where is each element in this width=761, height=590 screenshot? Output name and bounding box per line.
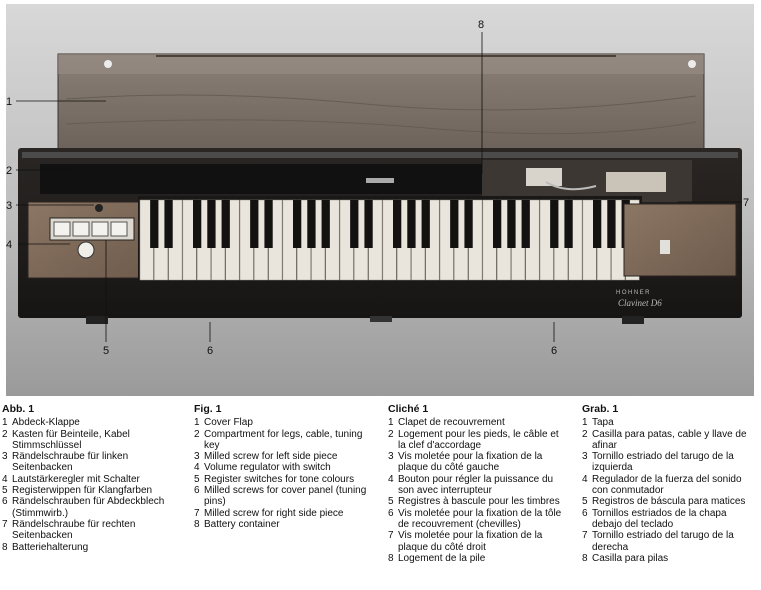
black-key — [222, 200, 230, 248]
caption-item-number: 2 — [582, 428, 588, 440]
caption-item-text: Volume regulator with switch — [204, 462, 331, 474]
caption-item-text: Kasten für Beinteile, Kabel Stimmschlüssel — [12, 428, 130, 451]
cover-screw-right — [688, 60, 696, 68]
caption-item — [582, 496, 758, 507]
caption-item — [388, 553, 568, 564]
caption-heading: Abb. 1 — [2, 403, 35, 415]
caption-item-text: Bouton pour régler la puissance du son avec interrupteur — [398, 473, 554, 497]
caption-item-number: 1 — [388, 417, 394, 429]
caption-item-text: Batteriehalterung — [12, 541, 89, 553]
caption-item — [2, 519, 186, 542]
caption-item-number: 1 — [194, 417, 200, 429]
caption-item-text: Tornillo estriado del tarugo de la derecha — [592, 530, 734, 553]
caption-item — [2, 485, 186, 496]
black-key — [450, 200, 458, 248]
caption-item-text: Cover Flap — [204, 417, 253, 429]
black-key — [422, 200, 430, 248]
caption-item — [2, 496, 186, 519]
black-key — [264, 200, 272, 248]
caption-item-number: 2 — [388, 428, 394, 440]
black-key — [207, 200, 215, 248]
right-side-piece — [624, 204, 736, 276]
callout-8: 8 — [478, 19, 485, 31]
caption-item — [2, 417, 186, 428]
milled-screw-left — [95, 204, 103, 212]
cover-flap — [58, 54, 704, 152]
caption-item-number: 7 — [388, 530, 394, 542]
instrument-photo — [6, 4, 754, 396]
caption-item-number: 1 — [582, 417, 588, 429]
black-key — [393, 200, 401, 248]
caption-item-text: Regulador de la fuerza del sonido con conmutador — [592, 473, 742, 497]
register-switch — [111, 222, 127, 236]
callout-6-right: 6 — [551, 345, 558, 357]
caption-item-number: 5 — [194, 473, 200, 485]
black-key — [550, 200, 558, 248]
register-switch — [73, 222, 89, 236]
black-key — [507, 200, 515, 248]
black-key — [493, 200, 501, 248]
caption-item — [388, 496, 568, 507]
caption-item-text: Milled screw for left side piece — [204, 451, 338, 463]
register-switch — [92, 222, 108, 236]
left-side-piece — [28, 202, 154, 278]
model-text: Clavinet D6 — [618, 298, 662, 308]
callout-6-left: 6 — [207, 345, 214, 357]
caption-item-text: Clapet de recouvrement — [398, 417, 505, 429]
black-key — [164, 200, 172, 248]
caption-item-number: 6 — [2, 496, 8, 508]
caption-item-text: Registerwippen für Klangfarben — [12, 485, 153, 497]
callout-1: 1 — [6, 96, 13, 108]
caption-item — [194, 519, 378, 530]
callout-4: 4 — [6, 239, 13, 251]
caption-item — [388, 417, 568, 428]
caption-item-text: Casilla para patas, cable y llave de afinar — [592, 428, 747, 451]
foot-left — [86, 316, 108, 324]
caption-item — [388, 508, 568, 531]
caption-item-text: Milled screw for right side piece — [204, 507, 344, 519]
caption-item-text: Milled screws for cover panel (tuning pins) — [204, 485, 367, 508]
caption-heading: Cliché 1 — [388, 403, 429, 415]
caption-item-text: Casilla para pilas — [592, 552, 669, 564]
caption-item-number: 7 — [2, 518, 8, 530]
volume-knob — [78, 242, 94, 258]
callout-2: 2 — [6, 165, 13, 177]
caption-list — [194, 417, 378, 530]
caption-item — [2, 451, 186, 474]
caption-spanish — [582, 404, 758, 564]
caption-item-number: 8 — [582, 552, 588, 564]
caption-item-number: 6 — [194, 485, 200, 497]
caption-item-text: Rändelschraube für rechten Seitenbacken — [12, 518, 136, 542]
caption-item — [194, 451, 378, 462]
caption-item-number: 3 — [582, 451, 588, 463]
caption-item-number: 8 — [194, 518, 200, 530]
caption-item — [2, 542, 186, 553]
caption-item-text: Tornillos estriados de la chapa debajo del teclado — [592, 507, 727, 530]
caption-item-number: 8 — [388, 552, 394, 564]
caption-item-text: Tapa — [592, 417, 614, 429]
caption-item-text: Vis moletée pour la fixation de la tôle de recouvrement (chevilles) — [398, 507, 562, 530]
callout-7: 7 — [743, 197, 750, 209]
black-key — [522, 200, 530, 248]
caption-item-number: 6 — [582, 507, 588, 519]
caption-item-text: Logement de la pile — [398, 552, 486, 564]
caption-item-number: 7 — [582, 530, 588, 542]
caption-item — [582, 417, 758, 428]
caption-item-number: 5 — [388, 496, 394, 508]
caption-item — [388, 474, 568, 497]
caption-item-number: 7 — [194, 507, 200, 519]
black-key — [150, 200, 158, 248]
caption-item — [194, 485, 378, 508]
black-key — [307, 200, 315, 248]
caption-english — [194, 404, 378, 530]
milled-screw-right — [660, 240, 670, 254]
black-key — [593, 200, 601, 248]
caption-item-text: Vis moletée pour la fixation de la plaque du côté gauche — [398, 451, 543, 474]
caption-item-number: 5 — [582, 496, 588, 508]
caption-item-number: 3 — [388, 451, 394, 463]
caption-item-text: Registros de báscula para matices — [592, 496, 746, 508]
caption-item-number: 3 — [2, 451, 8, 463]
caption-item-text: Vis moletée pour la fixation de la plaque du côté droit — [398, 530, 543, 553]
leg-compartment — [40, 164, 510, 194]
caption-item-number: 2 — [2, 428, 8, 440]
caption-heading: Fig. 1 — [194, 403, 222, 415]
caption-item-number: 8 — [2, 541, 8, 553]
caption-german — [2, 404, 186, 553]
caption-item-text: Rändelschrauben für Abdeckblech (Stimmwirb.) — [12, 496, 165, 519]
caption-item — [582, 451, 758, 474]
caption-item — [194, 417, 378, 428]
caption-item — [388, 429, 568, 452]
black-key — [407, 200, 415, 248]
caption-item-number: 1 — [2, 417, 8, 429]
caption-item — [388, 451, 568, 474]
caption-item — [194, 474, 378, 485]
caption-item-text: Rändelschraube für linken Seitenbacken — [12, 451, 129, 474]
caption-item-text: Battery container — [204, 518, 280, 530]
caption-item — [2, 474, 186, 485]
caption-item-number: 2 — [194, 428, 200, 440]
caption-item-number: 5 — [2, 485, 8, 497]
caption-item — [582, 530, 758, 553]
caption-item-text: Register switches for tone colours — [204, 473, 355, 485]
caption-item-text: Compartment for legs, cable, tuning key — [204, 428, 363, 451]
caption-item — [582, 553, 758, 564]
foot-right — [622, 316, 644, 324]
caption-item-number: 4 — [582, 473, 588, 485]
caption-item-number: 3 — [194, 451, 200, 463]
black-key — [250, 200, 258, 248]
caption-item-number: 4 — [388, 473, 394, 485]
callout-3: 3 — [6, 200, 13, 212]
black-key — [364, 200, 372, 248]
black-key — [464, 200, 472, 248]
caption-french — [388, 404, 568, 564]
caption-list — [582, 417, 758, 564]
caption-item-number: 6 — [388, 507, 394, 519]
caption-list — [388, 417, 568, 564]
keyboard — [138, 196, 642, 282]
cover-screw-left — [104, 60, 112, 68]
black-key — [350, 200, 358, 248]
caption-list — [2, 417, 186, 553]
caption-item-number: 4 — [194, 462, 200, 474]
caption-item-text: Lautstärkeregler mit Schalter — [12, 473, 140, 485]
register-switch — [54, 222, 70, 236]
caption-item-number: 4 — [2, 473, 8, 485]
black-key — [564, 200, 572, 248]
caption-item — [582, 429, 758, 452]
caption-item — [388, 530, 568, 553]
black-key — [193, 200, 201, 248]
caption-item — [582, 474, 758, 497]
caption-item-text: Tornillo estriado del tarugo de la izquierda — [592, 451, 734, 474]
callout-5: 5 — [103, 345, 110, 357]
caption-item — [194, 508, 378, 519]
caption-item-text: Logement pour les pieds, le câble et la clef d'accordage — [398, 428, 559, 451]
caption-item-text: Abdeck-Klappe — [12, 417, 80, 429]
caption-heading: Grab. 1 — [582, 403, 619, 415]
caption-item — [2, 429, 186, 452]
caption-item — [194, 429, 378, 452]
black-key — [322, 200, 330, 248]
black-key — [607, 200, 615, 248]
caption-item — [194, 462, 378, 473]
brand-text: HOHNER — [616, 290, 652, 296]
caption-item-text: Registres à bascule pour les timbres — [398, 496, 560, 508]
black-key — [293, 200, 301, 248]
caption-item — [582, 508, 758, 531]
